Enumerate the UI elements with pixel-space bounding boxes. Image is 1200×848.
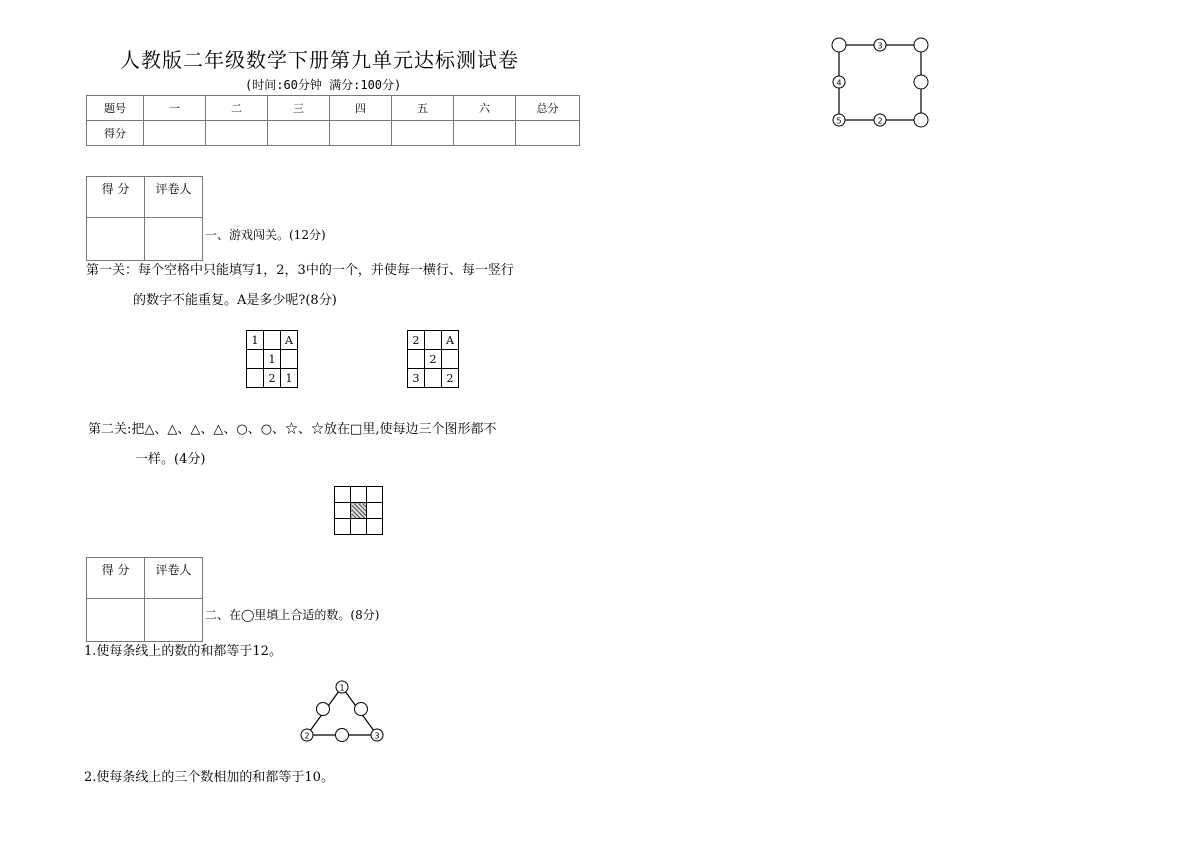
level1-text-line2: 的数字不能重复。A是多少呢?(8分) <box>133 293 337 308</box>
score-row-label: 得分 <box>87 121 144 146</box>
score-cell[interactable] <box>268 121 330 146</box>
grid-a-cell[interactable] <box>247 369 264 388</box>
triangle-circle-left-mid[interactable] <box>317 703 330 716</box>
exam-subtitle: (时间:60分钟 满分:100分) <box>245 78 402 92</box>
grid-b-cell[interactable] <box>442 350 459 369</box>
shape-placement-grid <box>334 486 383 535</box>
square-circle-top-left[interactable] <box>832 38 846 52</box>
square-number-bottom-left: 5 <box>836 116 842 126</box>
square-number-left-mid: 4 <box>836 78 842 88</box>
score-cell[interactable] <box>392 121 454 146</box>
score-table-header: 题号 <box>87 96 144 121</box>
grid-a-cell[interactable] <box>264 331 281 350</box>
placement-cell[interactable] <box>367 487 383 503</box>
triangle-diagram <box>290 674 390 746</box>
placement-cell[interactable] <box>335 503 351 519</box>
sudoku-grid-b <box>407 330 459 388</box>
grid-b-cell: 2 <box>408 331 425 350</box>
score-table-header: 六 <box>454 96 516 121</box>
grader-name-label: 评卷人 <box>145 558 203 599</box>
score-cell[interactable] <box>516 121 580 146</box>
grid-b-cell[interactable] <box>425 369 442 388</box>
placement-cell[interactable] <box>351 519 367 535</box>
level2-text-line2: 一样。(4分) <box>135 452 206 467</box>
section2-heading: 二、在◯里填上合适的数。(8分) <box>205 608 380 622</box>
placement-cell[interactable] <box>335 519 351 535</box>
score-table-header: 五 <box>392 96 454 121</box>
triangle-number-bottom-right: 3 <box>374 731 380 741</box>
grid-a-cell: 2 <box>264 369 281 388</box>
square-diagram <box>826 34 936 130</box>
grid-a-cell: A <box>281 331 298 350</box>
score-cell[interactable] <box>330 121 392 146</box>
score-table <box>86 95 580 146</box>
score-table-header: 总分 <box>516 96 580 121</box>
triangle-circle-right-mid[interactable] <box>355 703 368 716</box>
grid-a-cell[interactable] <box>281 350 298 369</box>
grid-b-cell: 3 <box>408 369 425 388</box>
grader-score-cell[interactable] <box>87 599 145 642</box>
triangle-number-bottom-left: 2 <box>304 731 310 741</box>
hatched-center-cell <box>351 503 367 519</box>
square-circle-right-mid[interactable] <box>914 75 928 89</box>
page-title: 人教版二年级数学下册第九单元达标测试卷 <box>120 48 519 72</box>
score-cell[interactable] <box>144 121 206 146</box>
square-number-bottom-mid: 2 <box>877 116 883 126</box>
grader-box-2 <box>86 557 203 642</box>
score-cell[interactable] <box>454 121 516 146</box>
grader-name-cell[interactable] <box>145 599 203 642</box>
grader-score-cell[interactable] <box>87 218 145 261</box>
triangle-circle-bottom-mid[interactable] <box>336 729 349 742</box>
grid-b-cell[interactable] <box>408 350 425 369</box>
grid-b-cell: A <box>442 331 459 350</box>
grader-name-cell[interactable] <box>145 218 203 261</box>
grid-a-cell[interactable] <box>247 350 264 369</box>
sudoku-grid-a <box>246 330 298 388</box>
placement-cell[interactable] <box>367 503 383 519</box>
placement-cell[interactable] <box>351 487 367 503</box>
grid-b-cell: 2 <box>425 350 442 369</box>
grader-score-label: 得 分 <box>87 177 145 218</box>
score-table-header: 一 <box>144 96 206 121</box>
score-table-header: 四 <box>330 96 392 121</box>
square-number-top-mid: 3 <box>877 41 883 51</box>
score-table-header: 三 <box>268 96 330 121</box>
question1-text: 1.使每条线上的数的和都等于12。 <box>84 644 282 659</box>
square-circle-top-right[interactable] <box>914 38 928 52</box>
grid-b-cell: 2 <box>442 369 459 388</box>
triangle-number-top: 1 <box>339 683 345 693</box>
square-circle-bottom-right[interactable] <box>914 113 928 127</box>
placement-cell[interactable] <box>335 487 351 503</box>
grader-score-label: 得 分 <box>87 558 145 599</box>
section1-heading: 一、游戏闯关。(12分) <box>205 228 326 242</box>
grid-b-cell[interactable] <box>425 331 442 350</box>
square-outline <box>839 45 921 120</box>
grid-a-cell: 1 <box>281 369 298 388</box>
score-cell[interactable] <box>206 121 268 146</box>
grader-name-label: 评卷人 <box>145 177 203 218</box>
score-table-header: 二 <box>206 96 268 121</box>
grid-a-cell: 1 <box>247 331 264 350</box>
question2-text: 2.使每条线上的三个数相加的和都等于10。 <box>84 770 334 785</box>
grid-a-cell: 1 <box>264 350 281 369</box>
level1-text-line1: 第一关：每个空格中只能填写1，2，3中的一个，并使每一横行、每一竖行 <box>86 263 514 278</box>
level2-text-line1: 第二关:把△、△、△、△、○、○、☆、☆放在□里,使每边三个图形都不 <box>88 422 497 437</box>
placement-cell[interactable] <box>367 519 383 535</box>
grader-box-1 <box>86 176 203 261</box>
